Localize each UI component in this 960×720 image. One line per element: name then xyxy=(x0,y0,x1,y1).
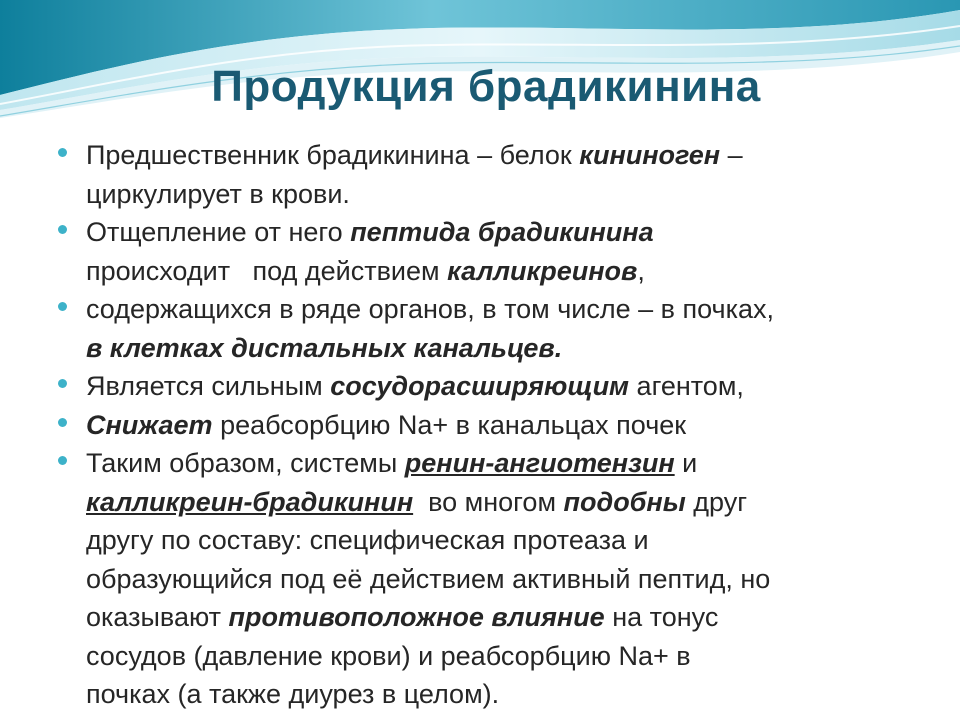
bullet-line xyxy=(86,367,912,406)
emphasis-text: калликреин-брадикинин xyxy=(86,486,414,517)
bullet-item xyxy=(52,290,912,367)
bullet-list xyxy=(52,136,912,714)
bullet-line xyxy=(86,637,912,676)
emphasis-text: кининоген xyxy=(579,140,721,170)
emphasis-text: Снижает xyxy=(86,409,213,440)
bullet-item xyxy=(52,406,912,445)
bullet-dot-icon xyxy=(58,418,67,427)
bullet-dot-icon xyxy=(58,456,67,465)
bullet-line xyxy=(86,560,912,599)
bullet-line xyxy=(86,444,912,483)
bullet-line xyxy=(86,136,912,175)
bullet-text: во многом xyxy=(413,486,564,517)
bullet-dot-icon xyxy=(58,379,67,388)
bullet-line xyxy=(86,483,912,522)
emphasis-text: противоположное влияние xyxy=(228,602,605,632)
bullet-line xyxy=(86,290,912,329)
bullet-text: циркулирует в крови. xyxy=(86,178,350,209)
bullet-item xyxy=(52,136,912,213)
bullet-text: Является сильным xyxy=(86,371,331,401)
bullet-text: содержащихся в ряде органов, в том числе – в почках, xyxy=(86,294,775,324)
emphasis-text: сосудорасширяющим xyxy=(330,371,630,401)
bullet-line xyxy=(86,675,912,714)
emphasis-text: ренин-ангиотензин xyxy=(404,448,675,478)
bullet-text: Отщепление от него xyxy=(86,217,351,247)
bullet-text: сосудов (давление крови) и реабсорбцию Na+ в xyxy=(86,640,691,671)
bullet-dot-icon xyxy=(58,225,67,234)
bullet-text: агентом, xyxy=(629,371,744,401)
emphasis-text: в клетках дистальных канальцев. xyxy=(86,332,563,363)
bullet-text: друг xyxy=(685,486,748,517)
bullet-line xyxy=(86,213,912,252)
slide-title: Продукция брадикинина xyxy=(211,62,761,111)
bullet-text: другу по составу: специфическая протеаза и xyxy=(86,525,649,555)
bullet-text: на тонус xyxy=(604,602,719,632)
bullet-text: реабсорбцию Na+ в канальцах почек xyxy=(212,409,687,440)
bullet-item xyxy=(52,444,912,714)
bullet-text: и xyxy=(674,448,698,478)
bullet-text: происходит под действием xyxy=(86,255,448,286)
bullet-line xyxy=(86,175,912,214)
bullet-line xyxy=(86,329,912,368)
bullet-text: оказывают xyxy=(86,602,229,632)
bullet-dot-icon xyxy=(58,148,67,157)
bullet-text: , xyxy=(637,255,645,286)
emphasis-text: калликреинов xyxy=(447,255,638,286)
bullet-line xyxy=(86,252,912,291)
bullet-text: образующийся под её действием активный пептид, но xyxy=(86,563,771,594)
bullet-item xyxy=(52,367,912,406)
emphasis-text: пептида брадикинина xyxy=(350,217,654,247)
bullet-text: почках (а также диурез в целом). xyxy=(86,679,500,709)
bullet-line xyxy=(86,598,912,637)
bullet-text: Предшественник брадикинина – белок xyxy=(86,140,580,170)
bullet-text: Таким образом, системы xyxy=(86,448,405,478)
bullet-line xyxy=(86,521,912,560)
bullet-text: – xyxy=(720,140,743,170)
emphasis-text: подобны xyxy=(563,486,686,517)
bullet-dot-icon xyxy=(58,302,67,311)
bullet-line xyxy=(86,406,912,445)
bullet-item xyxy=(52,213,912,290)
